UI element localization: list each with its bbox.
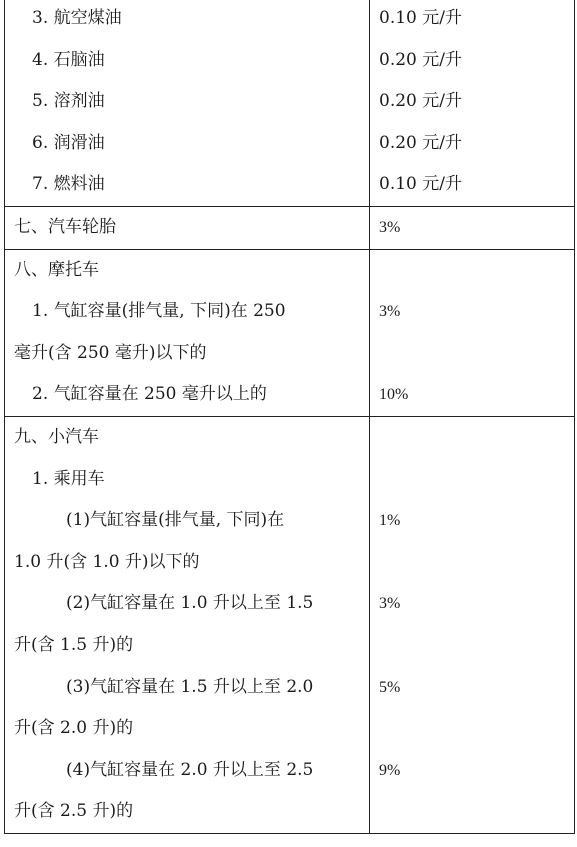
rate-value: 0.20 元/升 (379, 132, 462, 153)
table-row (5, 0, 575, 40)
item-label-continued: 升(含 2.0 升)的 (14, 718, 134, 739)
subsection-title: 1. 乘用车 (32, 468, 105, 489)
rate-value: 0.20 元/升 (379, 91, 462, 112)
section-title: 九、小汽车 (14, 426, 99, 447)
item-label-continued: 升(含 2.5 升)的 (14, 801, 134, 822)
item-label: (3)气缸容量在 1.5 升以上至 2.0 (66, 676, 314, 697)
rate-value: 5% (379, 678, 401, 696)
rate-value: 0.10 元/升 (379, 174, 462, 195)
section-row-tires (5, 206, 575, 249)
item-label: (2)气缸容量在 1.0 升以上至 1.5 (66, 593, 314, 614)
rate-value: 10% (379, 386, 409, 404)
rate-value: 3% (379, 303, 401, 321)
item-label-continued: 升(含 1.5 升)的 (14, 634, 134, 655)
rate-value: 3% (379, 595, 401, 613)
item-label: (4)气缸容量在 2.0 升以上至 2.5 (66, 759, 314, 780)
rate-value: 9% (379, 761, 401, 779)
table-row (5, 123, 575, 165)
section-row-cars (5, 416, 575, 833)
item-label: 5. 溶剂油 (32, 91, 105, 112)
item-label: 6. 润滑油 (32, 132, 105, 153)
section-title: 七、汽车轮胎 (14, 216, 116, 237)
tax-rate-table (4, 0, 575, 834)
table-row (5, 164, 575, 206)
table-row (5, 40, 575, 82)
table-row (5, 81, 575, 123)
rate-value: 0.10 元/升 (379, 8, 462, 28)
item-label: 1. 气缸容量(排气量, 下同)在 250 (32, 301, 286, 322)
item-label-continued: 毫升(含 250 毫升)以下的 (14, 342, 207, 363)
item-label: (1)气缸容量(排气量, 下同)在 (66, 510, 285, 531)
item-label: 4. 石脑油 (32, 49, 105, 70)
rate-value: 0.20 元/升 (379, 49, 462, 70)
item-label-continued: 1.0 升(含 1.0 升)以下的 (14, 551, 200, 572)
section-row-motorcycles (5, 249, 575, 416)
rate-value: 1% (379, 512, 401, 530)
item-label: 2. 气缸容量在 250 毫升以上的 (32, 384, 267, 405)
section-title: 八、摩托车 (14, 259, 99, 280)
item-label: 7. 燃料油 (32, 174, 105, 195)
item-label: 3. 航空煤油 (32, 8, 122, 28)
rate-value: 3% (379, 218, 401, 236)
